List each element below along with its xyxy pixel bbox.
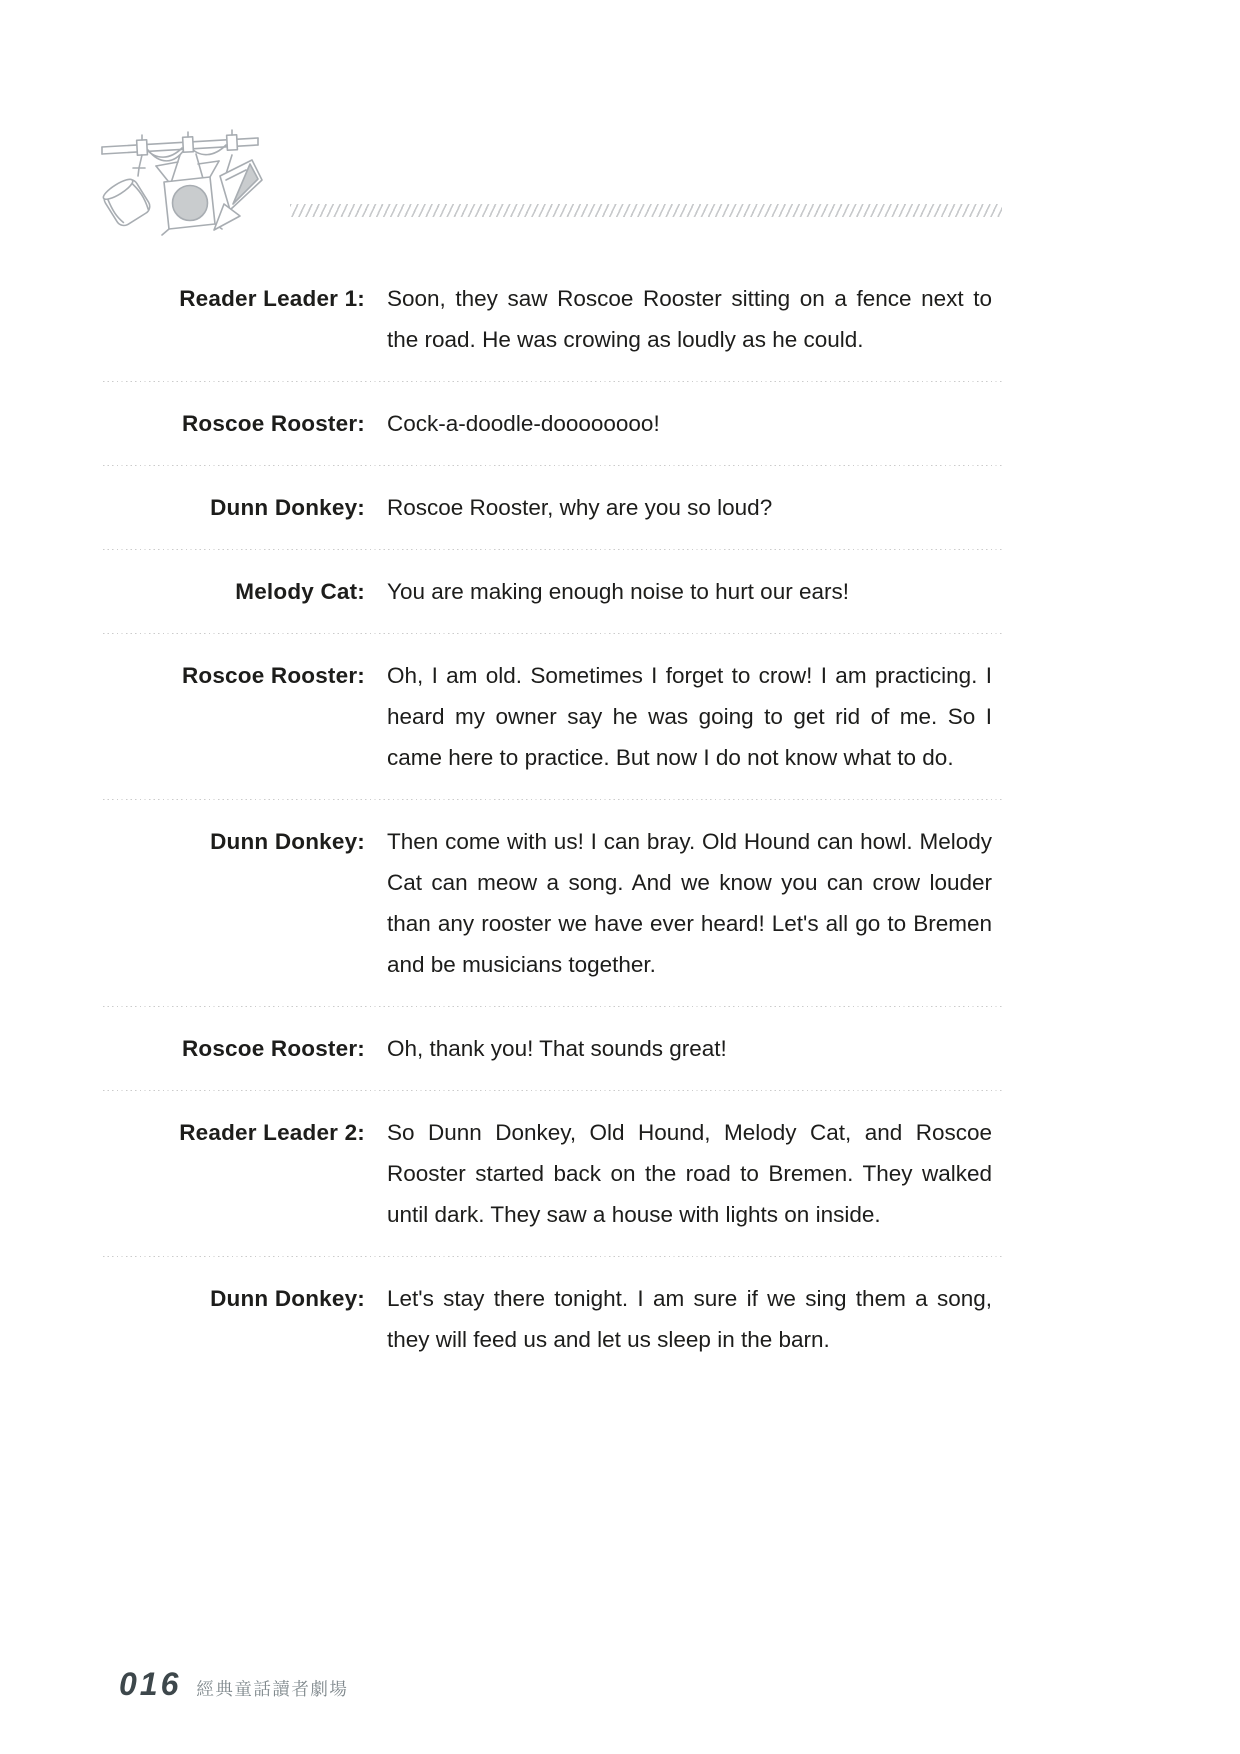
speaker-label: Dunn Donkey:: [210, 495, 365, 520]
speaker-label: Roscoe Rooster:: [181, 411, 365, 436]
dialogue-text: Soon, they saw Roscoe Rooster sitting on a fence next to the road. He was crowing as loudly as he could.: [387, 286, 992, 352]
dialogue-text: Oh, I am old. Sometimes I forget to crow! I am practicing. I heard my owner say he was going to get rid of me. So I came here to practice. But now I do not know what to do.: [387, 663, 992, 770]
speaker-label: Reader Leader 2:: [179, 1120, 365, 1145]
script-line: [103, 466, 1003, 549]
speaker-label: Dunn Donkey:: [210, 829, 365, 854]
script-line: [103, 1091, 1003, 1256]
script-line: [103, 800, 1003, 1006]
speaker-label: Reader Leader 1:: [179, 286, 365, 311]
script-line: [103, 278, 1003, 381]
stage-lights-icon: [98, 124, 270, 236]
speaker-label: Roscoe Rooster:: [181, 1036, 365, 1061]
script-body: [103, 278, 1003, 1381]
dialogue-text: Cock-a-doodle-doooooooo!: [387, 411, 660, 436]
speaker-label: Dunn Donkey:: [210, 1286, 365, 1311]
dialogue-text: Let's stay there tonight. I am sure if we sing them a song, they will feed us and let us sleep in the barn.: [387, 1286, 992, 1352]
speaker-label: Roscoe Rooster:: [181, 663, 365, 688]
dialogue-text: Oh, thank you! That sounds great!: [387, 1036, 727, 1061]
book-title: 經典童話讀者劇場: [196, 1679, 349, 1699]
script-line: [103, 634, 1003, 799]
page-number: 016: [119, 1666, 182, 1702]
dialogue-text: You are making enough noise to hurt our ears!: [387, 579, 849, 604]
script-line: [103, 382, 1003, 465]
speaker-label: Melody Cat:: [235, 579, 365, 604]
script-line: [103, 1257, 1003, 1381]
script-line: [103, 1007, 1003, 1090]
dialogue-text: Roscoe Rooster, why are you so loud?: [387, 495, 773, 520]
dialogue-text: Then come with us! I can bray. Old Hound can howl. Melody Cat can meow a song. And we know you can crow louder than any rooster we have ever heard! Let's all go to Bremen and be musicians together.: [387, 829, 992, 977]
script-line: [103, 550, 1003, 633]
page-footer: [119, 1666, 348, 1703]
dialogue-text: So Dunn Donkey, Old Hound, Melody Cat, and Roscoe Rooster started back on the road to Bremen. They walked until dark. They saw a house with lights on inside.: [387, 1120, 992, 1227]
hatch-divider: [290, 204, 1002, 217]
